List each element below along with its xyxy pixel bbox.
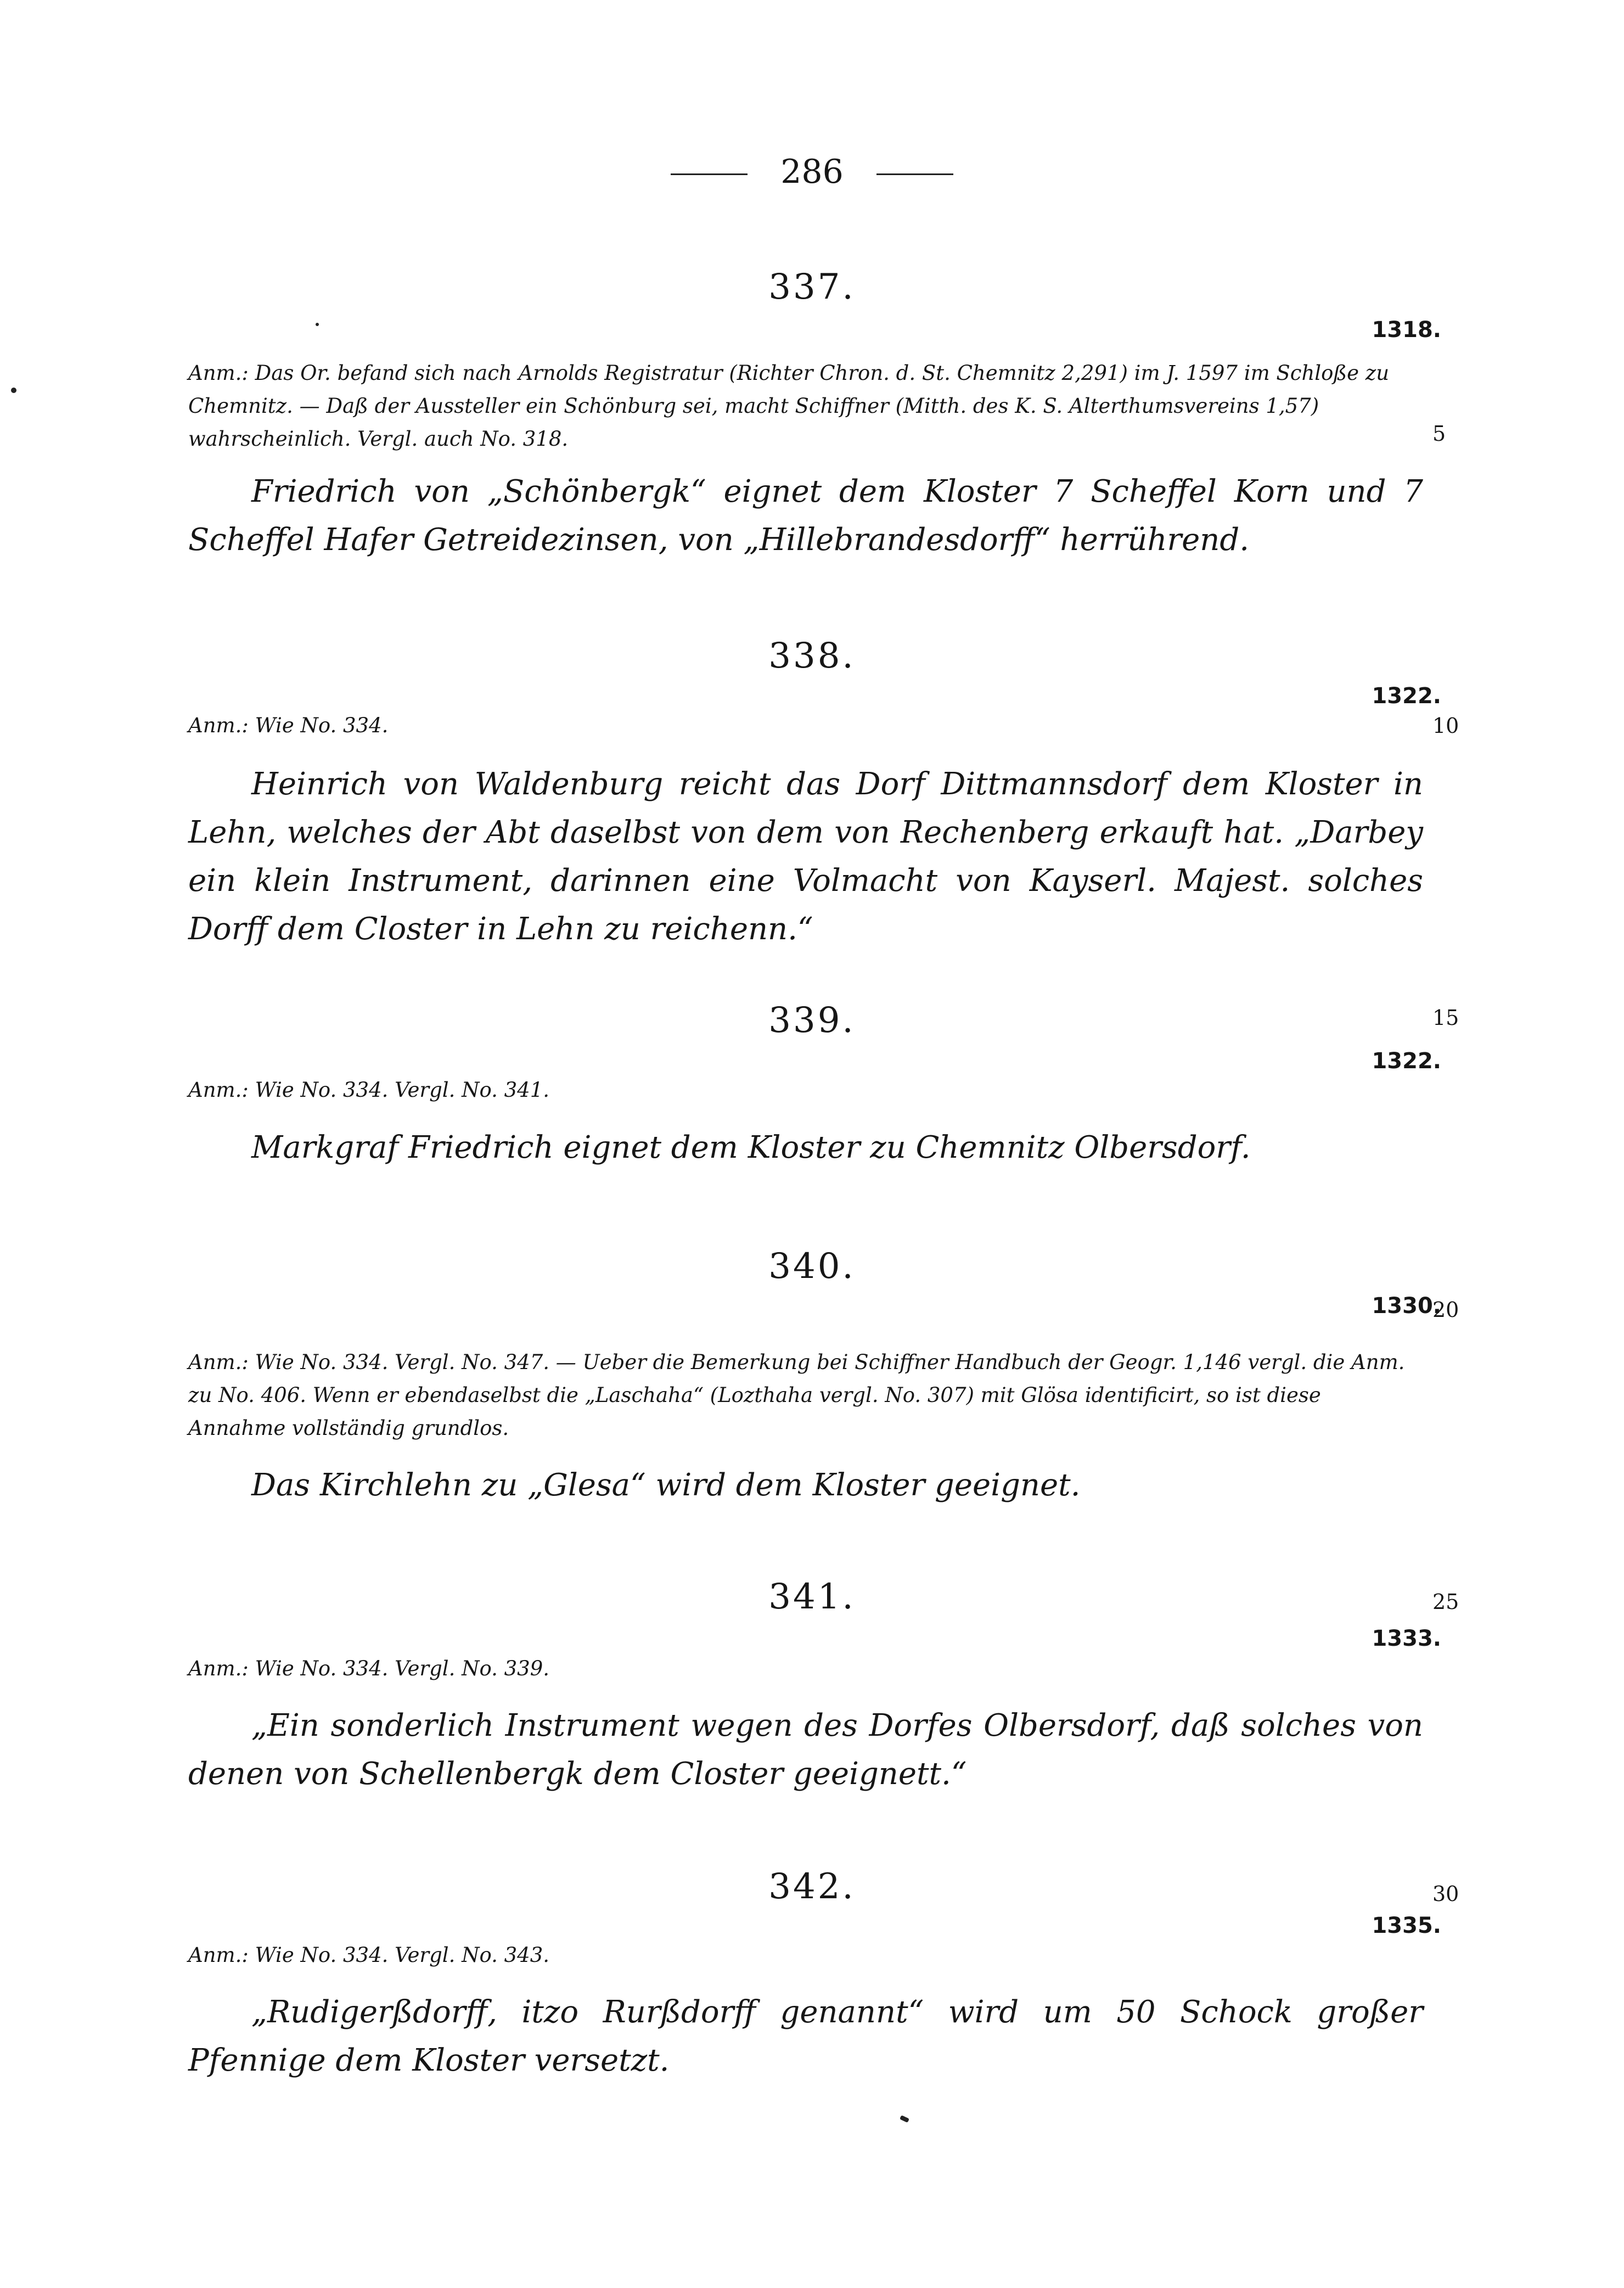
entry-number: 340. <box>768 1246 856 1287</box>
entry-note: Anm.: Das Or. befand sich nach Arnolds Registratur (Richter Chron. d. St. Chemnitz 2,291) im J. 1597 im Schloße zu Chemnitz. — Daß der Aussteller ein Schönburg sei, macht Schiffner (Mitth. des K. S. Alterthumsvereins 1,57) wahrscheinlich. Vergl. auch No. 318. <box>188 361 1390 451</box>
entry-regest: Das Kirchlehn zu „Glesa“ wird dem Kloster geeignet. <box>251 1467 1081 1503</box>
header-rule-right <box>876 173 953 175</box>
entry-regest: „Ein sonderlich Instrument wegen des Dorfes Olbersdorf, daß solches von denen von Schellenbergk dem Closter geeignett.“ <box>188 1708 1423 1792</box>
entry-year: 1318. <box>1372 317 1441 343</box>
entry-regest: Friedrich von „Schönbergk“ eignet dem Kloster 7 Scheffel Korn und 7 Scheffel Hafer Getreidezinsen, von „Hillebrandesdorff“ herrührend. <box>188 474 1423 558</box>
entry-note: Anm.: Wie No. 334. <box>188 714 389 737</box>
entry-regest: „Rudigerßdorff, itzo Rurßdorff genannt“ wird um 50 Schock großer Pfennige dem Kloster versetzt. <box>188 1994 1423 2078</box>
line-number: 25 <box>1432 1590 1459 1614</box>
entry-note: Anm.: Wie No. 334. Vergl. No. 347. — Ueber die Bemerkung bei Schiffner Handbuch der Geogr. 1,146 vergl. die Anm. zu No. 406. Wenn er ebendaselbst die „Laschaha“ (Lozthaha vergl. No. 307) mit Glösa identificirt, so ist diese Annahme vollständig grundlos. <box>188 1350 1405 1440</box>
entry-note: Anm.: Wie No. 334. Vergl. No. 341. <box>188 1078 550 1102</box>
scan-speck <box>316 323 319 326</box>
entry-year: 1330. <box>1372 1293 1441 1319</box>
entry-regest: Markgraf Friedrich eignet dem Kloster zu Chemnitz Olbersdorf. <box>251 1130 1251 1165</box>
scan-speck <box>900 2115 909 2123</box>
entry-number: 339. <box>768 1000 856 1041</box>
header-rule-left <box>671 173 748 175</box>
entry-number: 342. <box>768 1866 856 1907</box>
line-number: 10 <box>1432 714 1459 738</box>
scan-speck <box>11 388 16 393</box>
entry-note: Anm.: Wie No. 334. Vergl. No. 343. <box>188 1943 550 1967</box>
entry-year: 1322. <box>1372 683 1441 709</box>
entry-number: 337. <box>768 267 856 307</box>
entry-regest: Heinrich von Waldenburg reicht das Dorf Dittmannsdorf dem Kloster in Lehn, welches der Abt daselbst von dem von Rechenberg erkauft hat. „Darbey ein klein Instrument, darinnen eine Volmacht von Kayserl. Majest. solches Dorff dem Closter in Lehn zu reichenn.“ <box>188 766 1423 947</box>
entry-year: 1333. <box>1372 1626 1441 1651</box>
entry-year: 1335. <box>1372 1913 1441 1938</box>
page-number: 286 <box>780 153 844 191</box>
line-number: 15 <box>1432 1006 1459 1030</box>
entry-note: Anm.: Wie No. 334. Vergl. No. 339. <box>188 1657 550 1680</box>
entry-number: 338. <box>768 636 856 676</box>
entry-year: 1322. <box>1372 1048 1441 1074</box>
line-number: 5 <box>1432 422 1446 446</box>
line-number: 30 <box>1432 1882 1459 1906</box>
page-header <box>0 153 1624 191</box>
line-number: 20 <box>1432 1298 1459 1322</box>
entry-number: 341. <box>768 1577 856 1617</box>
